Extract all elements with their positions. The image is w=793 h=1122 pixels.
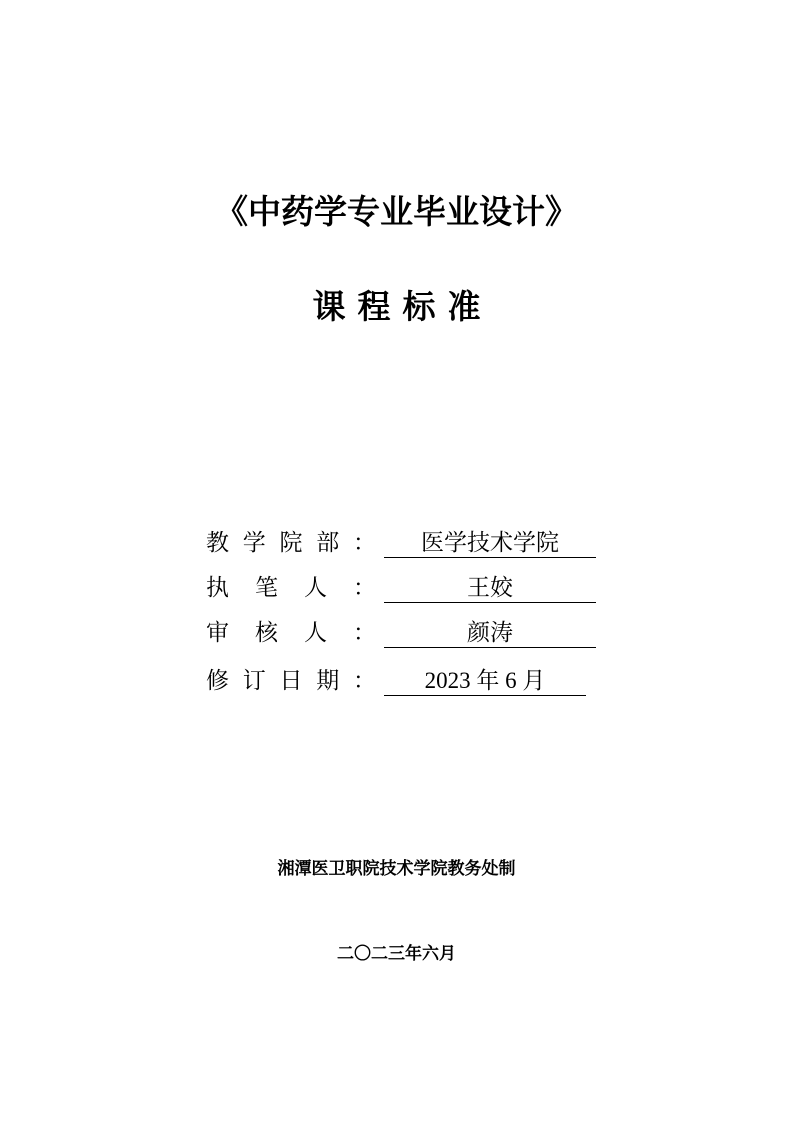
info-value-department: 医学技术学院	[384, 526, 596, 558]
info-row-author	[206, 571, 606, 605]
issue-date: 二〇二三年六月	[337, 944, 456, 964]
info-row-department	[206, 526, 606, 560]
info-label-revision-date: 修 订 日 期 ：	[206, 668, 376, 694]
document-title: 《中药学专业毕业设计》	[215, 192, 578, 231]
document-subtitle	[0, 281, 793, 333]
info-label-reviewer: 审 核 人 ：	[206, 620, 376, 646]
subtitle-char: 程	[357, 287, 391, 326]
info-label-department: 教 学 院 部 ：	[206, 530, 376, 556]
info-row-revision-date	[206, 664, 606, 698]
subtitle-char: 课	[312, 287, 346, 326]
info-value-revision-date: 2023 年 6 月	[384, 664, 586, 696]
subtitle-char: 准	[447, 287, 481, 326]
info-value-reviewer: 颜涛	[384, 616, 596, 648]
info-value-author: 王姣	[384, 571, 596, 603]
info-label-author: 执 笔 人 ：	[206, 575, 376, 601]
subtitle-char: 标	[402, 287, 436, 326]
issuing-office: 湘潭医卫职院技术学院教务处制	[277, 859, 516, 879]
info-row-reviewer	[206, 616, 606, 650]
